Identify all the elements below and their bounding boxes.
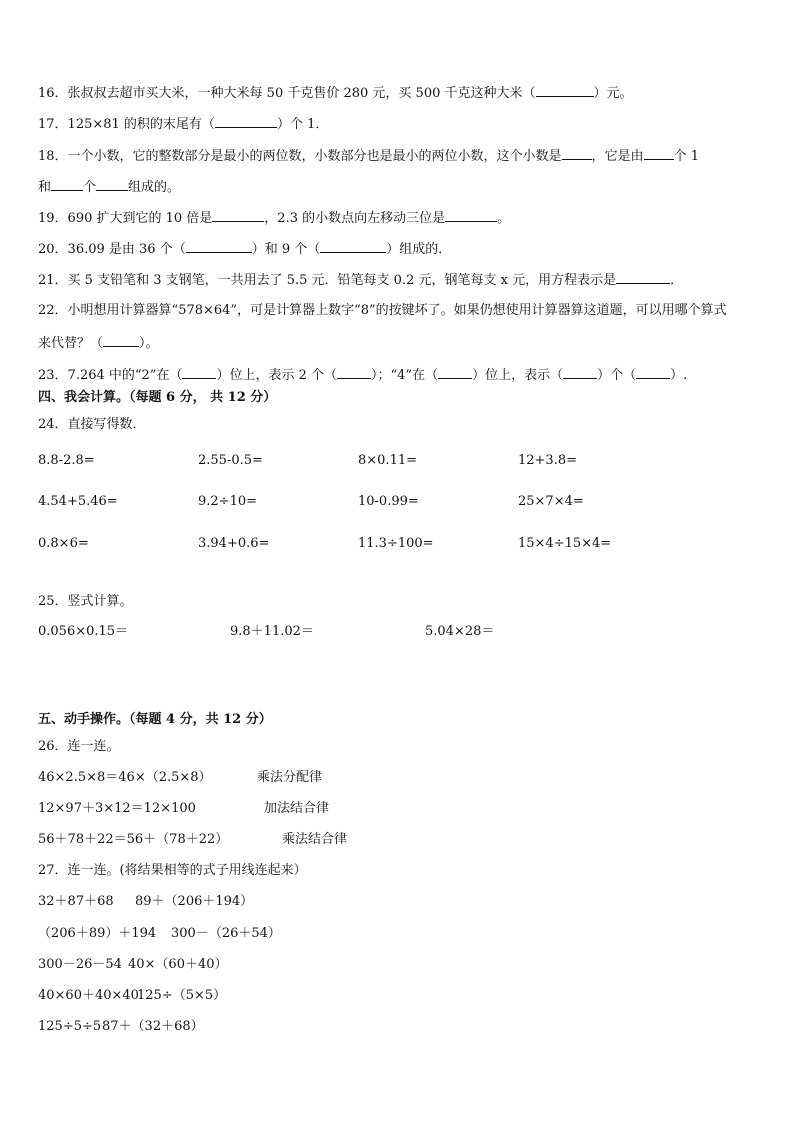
q19-blank-2[interactable]: [445, 209, 497, 222]
q23-blank-4[interactable]: [563, 366, 597, 379]
q20-blank-2[interactable]: [320, 240, 386, 253]
q27-left-item[interactable]: 32＋87＋68: [38, 894, 114, 909]
q24-item: 0.8×6=: [38, 536, 89, 551]
q24-item: 12+3.8=: [518, 453, 578, 468]
q19-blank-1[interactable]: [212, 209, 264, 222]
q17-text-a: 17．125×81 的积的末尾有（: [38, 117, 215, 132]
q23-text-f: ）.: [670, 368, 688, 383]
q25-item: 0.056×0.15＝: [38, 624, 129, 639]
q18-text-f: 组成的。: [128, 180, 181, 195]
q22-text-a: 来代替？（: [38, 336, 104, 351]
q24-item: 15×4÷15×4=: [518, 536, 612, 551]
q23-text-a: 23．7.264 中的“2”在（: [38, 368, 183, 383]
section-4-heading: 四、我会计算。（每题 6 分， 共 12 分）: [38, 390, 277, 405]
q18-text-d: 和: [38, 180, 52, 195]
q24-item: 8×0.11=: [358, 453, 418, 468]
question-23: [38, 366, 687, 384]
q23-blank-1[interactable]: [182, 366, 216, 379]
q19-text-c: 。: [497, 211, 511, 226]
question-17: [38, 115, 328, 133]
q23-text-b: ）位上，表示 2 个（: [216, 368, 338, 383]
q20-text-a: 20．36.09 是由 36 个（: [38, 242, 186, 257]
q25-item: 5.04×28＝: [425, 624, 495, 639]
q27-left-item[interactable]: （206＋89）＋194: [38, 926, 157, 941]
q25-item: 9.8＋11.02＝: [230, 624, 314, 639]
q26-left-item[interactable]: 12×97＋3×12＝12×100: [38, 801, 196, 816]
question-22-line1: 22．小明想用计算器算“578×64”，可是计算器上数字“8”的按键坏了。如果仍想使用计算器算这道题，可以用哪个算式: [38, 303, 727, 318]
q20-text-b: ）和 9 个（: [251, 242, 321, 257]
q18-blank-1[interactable]: [562, 147, 592, 160]
q16-text-a: 16．张叔叔去超市买大米，一种大米每 50 千克售价 280 元，买 500 千克这种大米（: [38, 86, 536, 101]
q27-right-item[interactable]: 89＋（206＋194）: [135, 894, 254, 909]
q26-left-item[interactable]: 56＋78＋22＝56＋（78＋22）: [38, 832, 229, 847]
q22-text-b: ）。: [139, 336, 159, 351]
q27-right-item[interactable]: 87＋（32＋68）: [102, 1019, 204, 1034]
q24-item: 25×7×4=: [518, 494, 584, 509]
q27-right-item[interactable]: 125÷（5×5）: [137, 988, 227, 1003]
question-18-line1: [38, 147, 699, 165]
q23-text-e: ）个（: [597, 368, 637, 383]
q26-title: 26．连一连。: [38, 739, 120, 754]
q21-text-b: ．: [670, 273, 684, 288]
q17-text-b: ）个 1．: [276, 117, 329, 132]
q18-text-a: 18．一个小数，它的整数部分是最小的两位数，小数部分也是最小的两位小数，这个小数是: [38, 149, 562, 164]
q24-item: 3.94+0.6=: [198, 536, 270, 551]
question-19: [38, 209, 510, 227]
q19-text-a: 19．690 扩大到它的 10 倍是: [38, 211, 213, 226]
question-20: [38, 240, 451, 258]
q18-blank-4[interactable]: [96, 178, 128, 191]
q17-answer-blank[interactable]: [215, 115, 277, 128]
q23-text-d: ）位上，表示（: [472, 368, 564, 383]
q27-right-item[interactable]: 300－（26＋54）: [171, 926, 281, 941]
q24-item: 8.8-2.8=: [38, 453, 95, 468]
question-16: [38, 84, 633, 102]
q22-answer-blank[interactable]: [103, 334, 139, 347]
q27-left-item[interactable]: 125÷5÷5: [38, 1019, 102, 1034]
q27-right-item[interactable]: 40×（60＋40）: [128, 957, 228, 972]
q24-item: 4.54+5.46=: [38, 494, 118, 509]
q26-right-item[interactable]: 乘法结合律: [282, 832, 348, 847]
question-18-line2: [38, 178, 180, 196]
q26-right-item[interactable]: 乘法分配律: [257, 770, 323, 785]
q21-text-a: 21．买 5 支铅笔和 3 支钢笔，一共用去了 5.5 元．铅笔每支 0.2 元，钢笔每支 x 元，用方程表示是: [38, 273, 617, 288]
q27-title: 27．连一连。(将结果相等的式子用线连起来）: [38, 863, 307, 878]
q26-left-item[interactable]: 46×2.5×8＝46×（2.5×8）: [38, 770, 212, 785]
q24-title: 24．直接写得数．: [38, 417, 146, 432]
q26-right-item[interactable]: 加法结合律: [264, 801, 330, 816]
q18-text-c: 个 1: [673, 149, 699, 164]
q27-left-item[interactable]: 300－26－54: [38, 957, 122, 972]
q23-blank-3[interactable]: [438, 366, 472, 379]
q24-item: 10-0.99=: [358, 494, 419, 509]
q20-text-c: ）组成的．: [386, 242, 452, 257]
q19-text-b: ，2.3 的小数点向左移动三位是: [264, 211, 446, 226]
q24-item: 11.3÷100=: [358, 536, 434, 551]
q27-left-item[interactable]: 40×60＋40×40: [38, 988, 139, 1003]
q18-text-b: ，它是由: [591, 149, 644, 164]
q20-blank-1[interactable]: [186, 240, 252, 253]
q24-item: 9.2÷10=: [198, 494, 258, 509]
section-5-heading: 五、动手操作。（每题 4 分，共 12 分）: [38, 712, 272, 727]
q16-text-b: ）元。: [593, 86, 633, 101]
question-21: [38, 271, 683, 289]
q18-blank-3[interactable]: [51, 178, 83, 191]
q21-answer-blank[interactable]: [616, 271, 670, 284]
question-22-line2: [38, 334, 159, 352]
q23-blank-2[interactable]: [337, 366, 371, 379]
q23-text-c: ）；“4”在（: [371, 368, 439, 383]
q18-text-e: 个: [83, 180, 97, 195]
q18-blank-2[interactable]: [644, 147, 674, 160]
q24-item: 2.55-0.5=: [198, 453, 263, 468]
q23-blank-5[interactable]: [636, 366, 670, 379]
q25-title: 25．竖式计算。: [38, 594, 133, 609]
q16-answer-blank[interactable]: [536, 84, 594, 97]
